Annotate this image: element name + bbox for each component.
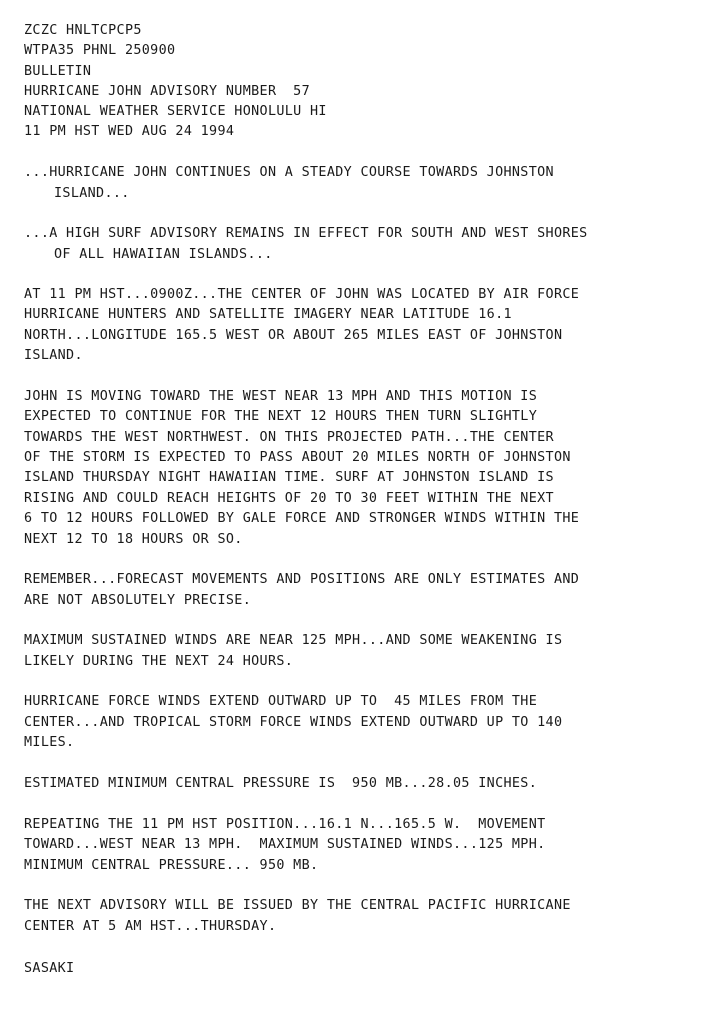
movement-line-7: 6 TO 12 HOURS FOLLOWED BY GALE FORCE AND STRONGER WINDS WITHIN THE [24, 511, 580, 526]
extent-line-2: CENTER...AND TROPICAL STORM FORCE WINDS EXTEND OUTWARD UP TO 140 [24, 715, 563, 730]
remember-line-1: REMEMBER...FORECAST MOVEMENTS AND POSITIONS ARE ONLY ESTIMATES AND [24, 572, 580, 587]
header-line-4: HURRICANE JOHN ADVISORY NUMBER 57 [24, 84, 311, 99]
movement-line-5: ISLAND THURSDAY NIGHT HAWAIIAN TIME. SURF AT JOHNSTON ISLAND IS [24, 470, 554, 485]
headline-1-line-2: ISLAND... [54, 186, 130, 201]
repeat-line-3: MINIMUM CENTRAL PRESSURE... 950 MB. [24, 858, 319, 873]
header-line-6: 11 PM HST WED AUG 24 1994 [24, 124, 235, 139]
forecaster-signature: SASAKI [24, 961, 75, 976]
movement-line-8: NEXT 12 TO 18 HOURS OR SO. [24, 532, 243, 547]
next-advisory-line-2: CENTER AT 5 AM HST...THURSDAY. [24, 919, 277, 934]
winds-line-2: LIKELY DURING THE NEXT 24 HOURS. [24, 654, 294, 669]
remember-line-2: ARE NOT ABSOLUTELY PRECISE. [24, 593, 252, 608]
movement-line-6: RISING AND COULD REACH HEIGHTS OF 20 TO 30 FEET WITHIN THE NEXT [24, 491, 554, 506]
position-line-1: AT 11 PM HST...0900Z...THE CENTER OF JOHN WAS LOCATED BY AIR FORCE [24, 287, 580, 302]
movement-line-1: JOHN IS MOVING TOWARD THE WEST NEAR 13 MPH AND THIS MOTION IS [24, 389, 538, 404]
extent-line-3: MILES. [24, 735, 75, 750]
repeat-line-2: TOWARD...WEST NEAR 13 MPH. MAXIMUM SUSTAINED WINDS...125 MPH. [24, 837, 546, 852]
headline-1-line-1: ...HURRICANE JOHN CONTINUES ON A STEADY COURSE TOWARDS JOHNSTON [24, 165, 554, 180]
header-line-5: NATIONAL WEATHER SERVICE HONOLULU HI [24, 104, 327, 119]
winds-line-1: MAXIMUM SUSTAINED WINDS ARE NEAR 125 MPH...AND SOME WEAKENING IS [24, 633, 563, 648]
movement-line-4: OF THE STORM IS EXPECTED TO PASS ABOUT 20 MILES NORTH OF JOHNSTON [24, 450, 571, 465]
repeat-line-1: REPEATING THE 11 PM HST POSITION...16.1 N...165.5 W. MOVEMENT [24, 817, 546, 832]
header-line-1: ZCZC HNLTCPCP5 [24, 23, 142, 38]
header-line-3: BULLETIN [24, 64, 92, 79]
next-advisory-line-1: THE NEXT ADVISORY WILL BE ISSUED BY THE CENTRAL PACIFIC HURRICANE [24, 898, 571, 913]
extent-line-1: HURRICANE FORCE WINDS EXTEND OUTWARD UP TO 45 MILES FROM THE [24, 694, 538, 709]
movement-line-3: TOWARDS THE WEST NORTHWEST. ON THIS PROJECTED PATH...THE CENTER [24, 430, 554, 445]
headline-2-line-2: OF ALL HAWAIIAN ISLANDS... [54, 247, 273, 262]
pressure-line-1: ESTIMATED MINIMUM CENTRAL PRESSURE IS 950 MB...28.05 INCHES. [24, 776, 538, 791]
position-line-4: ISLAND. [24, 348, 83, 363]
headline-2-line-1: ...A HIGH SURF ADVISORY REMAINS IN EFFECT FOR SOUTH AND WEST SHORES [24, 226, 588, 241]
movement-line-2: EXPECTED TO CONTINUE FOR THE NEXT 12 HOURS THEN TURN SLIGHTLY [24, 409, 538, 424]
position-line-2: HURRICANE HUNTERS AND SATELLITE IMAGERY NEAR LATITUDE 16.1 [24, 307, 512, 322]
position-line-3: NORTH...LONGITUDE 165.5 WEST OR ABOUT 265 MILES EAST OF JOHNSTON [24, 328, 563, 343]
header-line-2: WTPA35 PHNL 250900 [24, 43, 176, 58]
